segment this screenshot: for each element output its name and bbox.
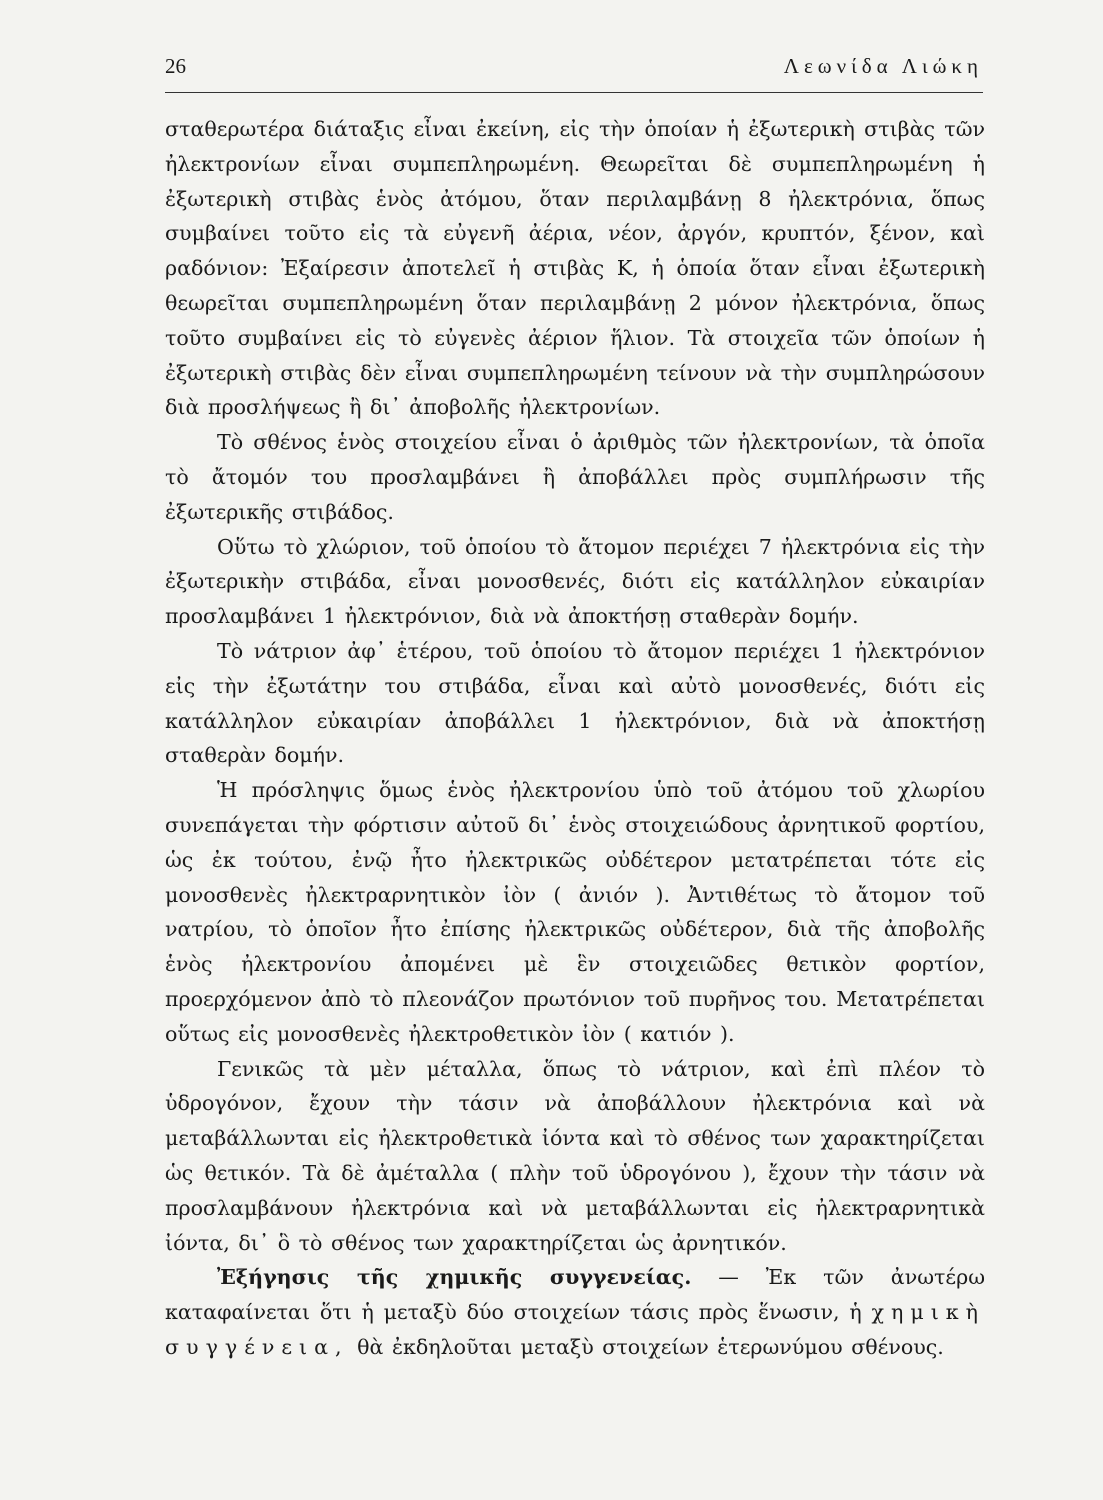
page-header — [165, 52, 983, 93]
section-text-start: — Ἐκ τῶν ἀνωτέρω καταφαίνεται ὅτι ἡ μεταξὺ δύο στοιχείων τάσις πρὸς ἕνωσιν, ἡ — [165, 1265, 985, 1325]
paragraph: Ἡ πρόσληψις ὅμως ἑνὸς ἠλεκτρονίου ὑπὸ τοῦ ἀτόμου τοῦ χλωρίου συνεπάγεται τὴν φόρτισιν αὐτοῦ δι᾽ ἑνὸς στοιχειώδους ἀρνητικοῦ φορτίου, ὡς ἐκ τούτου, ἐνῷ ἦτο ἠλεκτρικῶς οὐδέτερον μετατρέπεται τότε εἰς μονοσθενὲς ἠλεκτραρνητικὸν ἰὸν ( ἀνιόν ). Ἀντιθέτως τὸ ἄτομον τοῦ νατρίου, τὸ ὁποῖον ἦτο ἐπίσης ἠλεκτρικῶς οὐδέτερον, διὰ τῆς ἀποβολῆς ἑνὸς ἠλεκτρονίου ἀπομένει μὲ ἓν στοιχειῶδες θετικὸν φορτίον, προερχόμενον ἀπὸ τὸ πλεονάζον πρωτόνιον τοῦ πυρῆνος του. Μετατρέπεται οὕτως εἰς μονοσθενὲς ἠλεκτροθετικὸν ἰὸν ( κατιόν ). — [165, 778, 985, 1046]
section-paragraph — [165, 1260, 985, 1364]
section-text-end: θὰ ἐκδηλοῦται μεταξὺ στοιχείων ἑτερωνύμου σθένους. — [348, 1334, 944, 1359]
paragraph: Γενικῶς τὰ μὲν μέταλλα, ὅπως τὸ νάτριον, καὶ ἐπὶ πλέον τὸ ὑδρογόνον, ἔχουν τὴν τάσιν νὰ ἀποβάλλουν ἠλεκτρόνια καὶ νὰ μεταβάλλωνται εἰς ἠλεκτροθετικὰ ἰόντα καὶ τὸ σθένος των χαρακτηρίζεται ὡς θετικόν. Τὰ δὲ ἀμέταλλα ( πλὴν τοῦ ὑδρογόνου ), ἔχουν τὴν τάσιν νὰ προσλαμβάνουν ἠλεκτρόνια καὶ νὰ μεταβάλλωνται εἰς ἠλεκτραρνητικὰ ἰόντα, δι᾽ ὃ τὸ σθένος των χαρακτηρίζεται ὡς ἀρνητικόν. — [165, 1056, 985, 1255]
body-text — [165, 112, 985, 1365]
paragraph: σταθερωτέρα διάταξις εἶναι ἐκείνη, εἰς τὴν ὁποίαν ἡ ἐξωτερικὴ στιβὰς τῶν ἠλεκτρονίων εἶναι συμπεπληρωμένη. Θεωρεῖται δὲ συμπεπληρωμένη ἡ ἐξωτερικὴ στιβὰς ἑνὸς ἀτόμου, ὅταν περιλαμβάνῃ 8 ἠλεκτρόνια, ὅπως συμβαίνει τοῦτο εἰς τὰ εὐγενῆ ἀέρια, νέον, ἀργόν, κρυπτόν, ξένον, καὶ ραδόνιον: Ἐξαίρεσιν ἀποτελεῖ ἡ στιβὰς Κ, ἡ ὁποία ὅταν εἶναι ἐξωτερικὴ θεωρεῖται συμπεπληρωμένη ὅταν περιλαμβάνῃ 2 μόνον ἠλεκτρόνια, ὅπως τοῦτο συμβαίνει εἰς τὸ εὐγενὲς ἀέριον ἥλιον. Τὰ στοιχεῖα τῶν ὁποίων ἡ ἐξωτερικὴ στιβὰς δὲν εἶναι συμπεπληρωμένη τείνουν νὰ τὴν συμπληρώσουν διὰ προσλήψεως ἢ δι᾽ ἀποβολῆς ἠλεκτρονίων. — [165, 117, 985, 420]
spaced-term: χημικὴ συγγένεια, — [165, 1300, 985, 1359]
running-head: Λεωνίδα Λιώκη — [783, 54, 983, 78]
paragraph: Τὸ νάτριον ἀφ᾽ ἑτέρου, τοῦ ὁποίου τὸ ἄτομον περιέχει 1 ἠλεκτρόνιον εἰς τὴν ἐξωτάτην του στιβάδα, εἶναι καὶ αὐτὸ μονοσθενές, διότι εἰς κατάλληλον εὐκαιρίαν ἀποβάλλει 1 ἠλεκτρόνιον, διὰ νὰ ἀποκτήσῃ σταθερὰν δομήν. — [165, 638, 985, 768]
section-heading: Ἐξήγησις τῆς χημικῆς συγγενείας. — [217, 1265, 692, 1290]
page-number: 26 — [165, 54, 186, 78]
paragraph: Τὸ σθένος ἑνὸς στοιχείου εἶναι ὁ ἀριθμὸς τῶν ἠλεκτρονίων, τὰ ὁποῖα τὸ ἄτομόν του προσλαμβάνει ἢ ἀποβάλλει πρὸς συμπλήρωσιν τῆς ἐξωτερικῆς στιβάδος. — [165, 430, 985, 524]
paragraph: Οὕτω τὸ χλώριον, τοῦ ὁποίου τὸ ἄτομον περιέχει 7 ἠλεκτρόνια εἰς τὴν ἐξωτερικὴν στιβάδα, εἶναι μονοσθενές, διότι εἰς κατάλληλον εὐκαιρίαν προσλαμβάνει 1 ἠλεκτρόνιον, διὰ νὰ ἀποκτήσῃ σταθερὰν δομήν. — [165, 534, 985, 629]
